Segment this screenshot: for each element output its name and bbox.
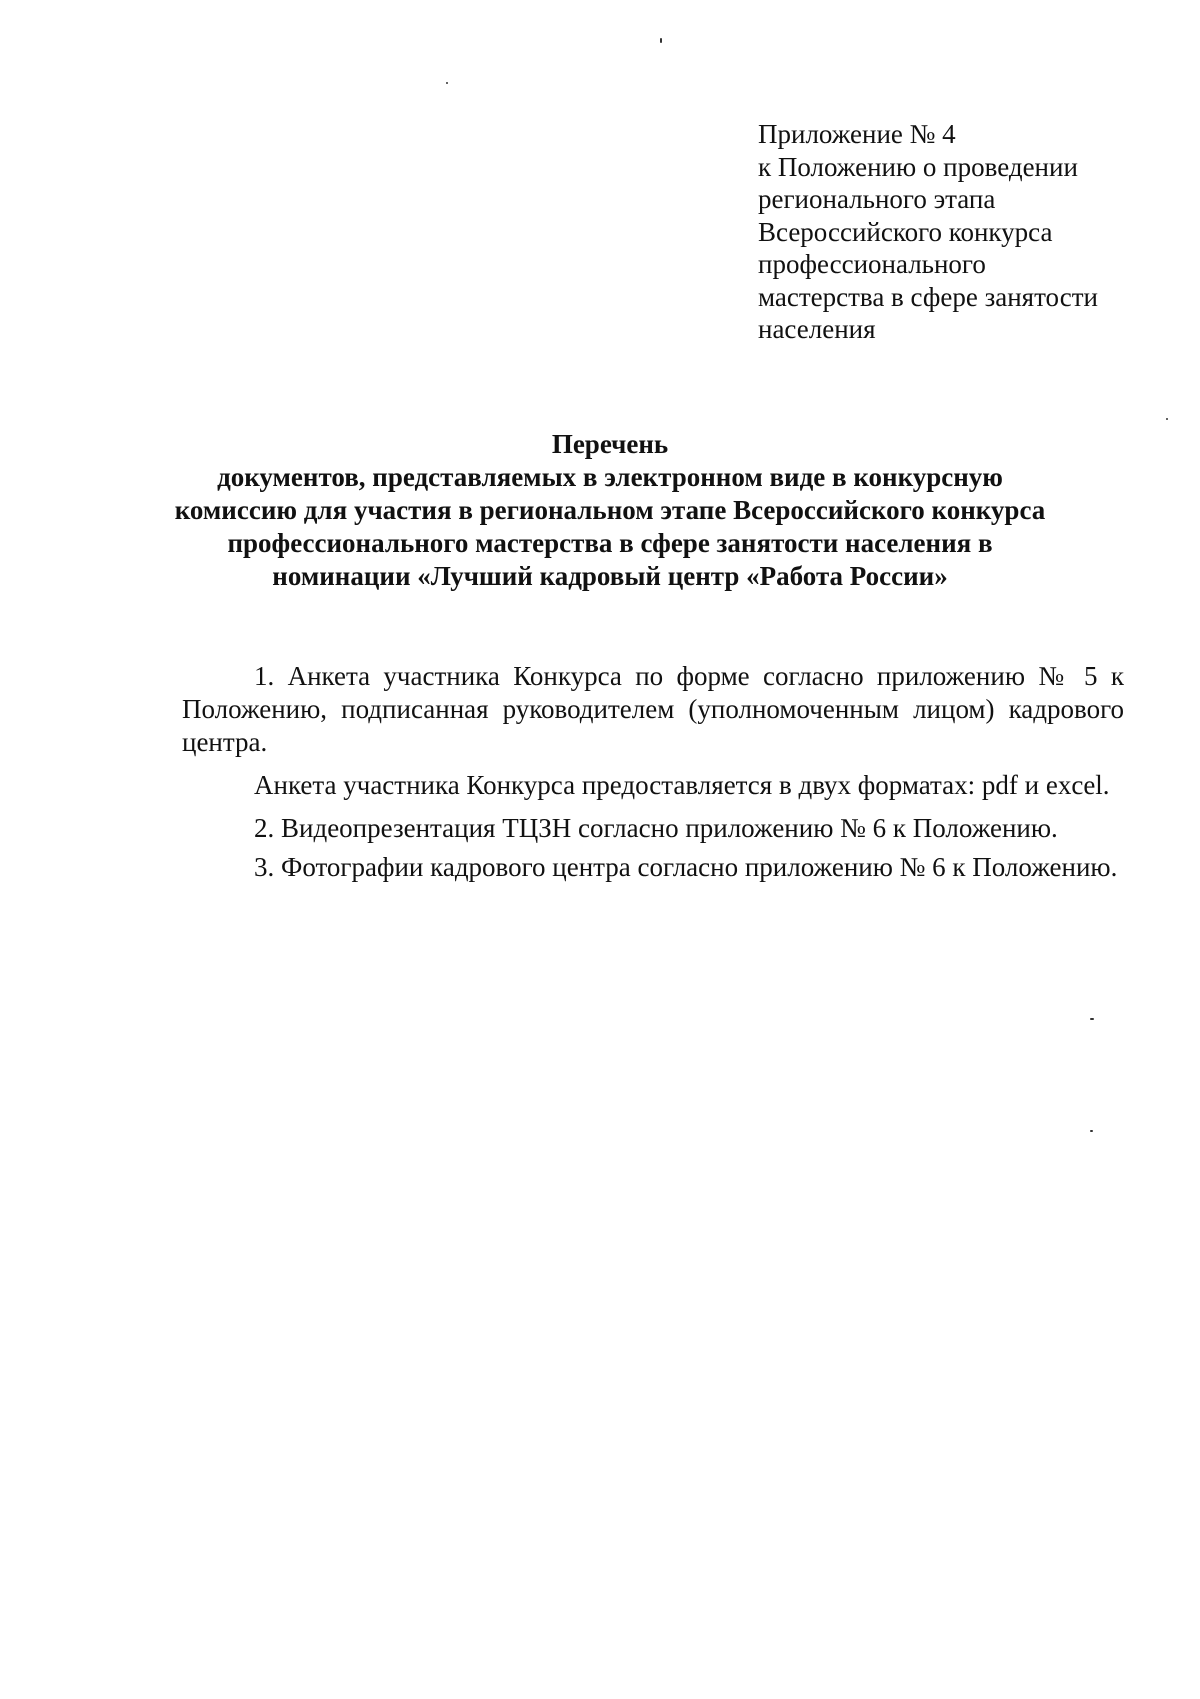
appendix-line: регионального этапа xyxy=(758,184,996,214)
appendix-line: населения xyxy=(758,314,876,344)
appendix-line: Всероссийского конкурса xyxy=(758,216,1053,247)
document-body xyxy=(182,660,1124,894)
scan-speck xyxy=(1166,418,1168,420)
scan-speck xyxy=(1090,1130,1093,1132)
appendix-line: профессионального xyxy=(758,249,986,279)
scan-speck xyxy=(660,38,662,43)
appendix-line: к Положению о проведении xyxy=(758,151,1078,182)
list-item: 3. Фотографии кадрового центра согласно приложению № 6 к Положению. xyxy=(254,852,1118,882)
scan-speck xyxy=(446,82,448,84)
list-item: 1. Анкета участника Конкурса по форме согласно приложению № 5 к Положению, подписанная руководителем (уполномоченным лицом) кадрового центра. xyxy=(182,661,1124,757)
scan-speck xyxy=(1090,1018,1094,1020)
title-line: профессионального мастерства в сфере занятости населения в xyxy=(227,528,993,558)
appendix-reference xyxy=(758,118,1178,346)
title-line: комиссию для участия в региональном этапе Всероссийского конкурса xyxy=(174,495,1046,525)
title-heading: Перечень xyxy=(551,429,669,459)
list-item: Анкета участника Конкурса предоставляется в двух форматах: pdf и excel. xyxy=(254,770,1110,800)
title-line: документов, представляемых в электронном виде в конкурсную xyxy=(217,462,1003,492)
document-title xyxy=(150,428,1070,593)
appendix-line: Приложение № 4 xyxy=(758,119,956,149)
title-line: номинации «Лучший кадровый центр «Работа России» xyxy=(272,561,948,591)
appendix-line: мастерства в сфере занятости xyxy=(758,281,1098,312)
list-item: 2. Видеопрезентация ТЦЗН согласно приложению № 6 к Положению. xyxy=(254,813,1058,843)
